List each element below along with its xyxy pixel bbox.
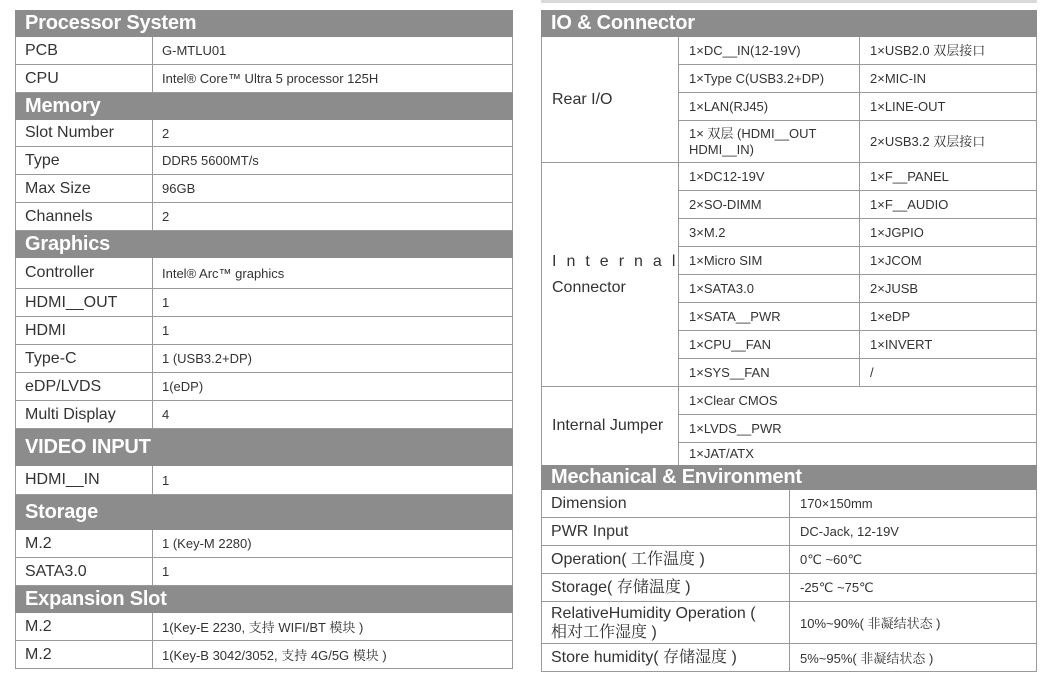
spec-row bbox=[15, 345, 513, 373]
spec-row bbox=[15, 373, 513, 401]
spec-row bbox=[15, 641, 513, 669]
spec-key: Storage( 存储温度 ) bbox=[542, 574, 790, 601]
section-header-expansion: Expansion Slot bbox=[15, 586, 513, 613]
spec-key: Store humidity( 存储湿度 ) bbox=[542, 644, 790, 671]
spec-value: 1(Key-E 2230, 支持 WIFI/BT 模块 ) bbox=[162, 620, 364, 635]
section-header-video-input: VIDEO INPUT bbox=[15, 429, 513, 466]
io-cell: 1×F__AUDIO bbox=[860, 191, 1036, 219]
top-decor-bar bbox=[541, 0, 1037, 3]
spec-key: CPU bbox=[16, 65, 153, 92]
spec-value: 170×150mm bbox=[800, 496, 873, 511]
section-header-io: IO & Connector bbox=[541, 10, 1037, 37]
io-cell: 1×JAT/ATX bbox=[689, 446, 754, 461]
spec-value: 2 bbox=[162, 125, 170, 141]
section-header-graphics: Graphics bbox=[15, 231, 513, 258]
spec-value: 1 bbox=[162, 295, 170, 310]
spec-row bbox=[541, 490, 1037, 518]
spec-key: Slot Number bbox=[16, 120, 153, 146]
internal-connector-label bbox=[542, 163, 686, 387]
spec-row bbox=[15, 37, 513, 65]
rear-io-label: Rear I/O bbox=[542, 37, 679, 163]
spec-value: 1 bbox=[162, 564, 170, 579]
io-cell: 1×Clear CMOS bbox=[679, 387, 1036, 415]
io-cell: 1×eDP bbox=[860, 303, 1036, 331]
spec-row bbox=[15, 317, 513, 345]
spec-key: HDMI__OUT bbox=[16, 289, 153, 316]
spec-key: M.2 bbox=[16, 613, 153, 640]
internal-label-line-2: Connector bbox=[552, 278, 626, 296]
io-cell: 1×USB2.0 双层接口 bbox=[860, 37, 1036, 65]
spec-row bbox=[15, 203, 513, 231]
io-cell: 1×SATA3.0 bbox=[679, 275, 860, 303]
io-cell: 1×Type C(USB3.2+DP) bbox=[679, 65, 860, 93]
spec-row bbox=[15, 120, 513, 147]
spec-row bbox=[15, 401, 513, 429]
io-cell: 1×INVERT bbox=[860, 331, 1036, 359]
internal-jumper-label: Internal Jumper bbox=[542, 387, 679, 465]
spec-row bbox=[541, 644, 1037, 672]
spec-row bbox=[15, 289, 513, 317]
io-cell: 2×MIC-IN bbox=[860, 65, 1036, 93]
io-cell: / bbox=[860, 359, 1036, 387]
io-cell: 1×LAN(RJ45) bbox=[679, 93, 860, 121]
spec-row bbox=[541, 574, 1037, 602]
io-cell: 1×JGPIO bbox=[860, 219, 1036, 247]
spec-value: G-MTLU01 bbox=[162, 43, 227, 58]
io-cell: 2×JUSB bbox=[860, 275, 1036, 303]
spec-row bbox=[15, 65, 513, 93]
spec-key: Channels bbox=[16, 203, 153, 230]
spec-row bbox=[15, 466, 513, 495]
spec-row bbox=[15, 613, 513, 641]
spec-key: Operation( 工作温度 ) bbox=[542, 546, 790, 573]
io-cell: 1×SYS__FAN bbox=[679, 359, 860, 387]
section-header-memory: Memory bbox=[15, 93, 513, 120]
io-cell: 1×JCOM bbox=[860, 247, 1036, 275]
io-connector-grid bbox=[541, 37, 1037, 465]
spec-value: Intel® Core™ Ultra 5 processor 125H bbox=[162, 71, 379, 86]
spec-key: Type bbox=[16, 147, 153, 174]
io-cell: 1×SATA__PWR bbox=[679, 303, 860, 331]
spec-key: HDMI bbox=[16, 317, 153, 344]
io-cell: 1× 双层 (HDMI__OUT HDMI__IN) bbox=[679, 121, 860, 163]
spec-value: DC-Jack, 12-19V bbox=[800, 524, 899, 539]
spec-row bbox=[541, 602, 1037, 644]
spec-value: 1 bbox=[162, 323, 170, 338]
spec-value: 5%~95%( 非凝结状态 ) bbox=[800, 651, 934, 666]
io-cell: 2×SO-DIMM bbox=[679, 191, 860, 219]
spec-value: 4 bbox=[162, 407, 170, 422]
io-cell: 2×USB3.2 双层接口 bbox=[860, 121, 1036, 163]
io-cell: 1×DC12-19V bbox=[679, 163, 860, 191]
io-cell: 1×DC__IN(12-19V) bbox=[679, 37, 860, 65]
io-cell: 1×LINE-OUT bbox=[860, 93, 1036, 121]
spec-key: SATA3.0 bbox=[16, 558, 153, 585]
internal-label-line-1: Internal bbox=[552, 252, 686, 270]
io-cell: 1×Micro SIM bbox=[679, 247, 860, 275]
spec-key: Controller bbox=[16, 258, 153, 288]
spec-row bbox=[15, 175, 513, 203]
spec-value: 1 (Key-M 2280) bbox=[162, 536, 252, 551]
spec-key: PWR Input bbox=[542, 518, 790, 545]
left-spec-panel bbox=[15, 10, 513, 669]
section-header-mechanical: Mechanical & Environment bbox=[541, 465, 1037, 490]
spec-value: 1(Key-B 3042/3052, 支持 4G/5G 模块 ) bbox=[162, 648, 387, 663]
section-header-storage: Storage bbox=[15, 495, 513, 530]
spec-value: 1(eDP) bbox=[162, 379, 204, 394]
spec-key: eDP/LVDS bbox=[16, 373, 153, 400]
spec-row bbox=[15, 530, 513, 558]
spec-key: Type-C bbox=[16, 345, 153, 372]
spec-value: 1 (USB3.2+DP) bbox=[162, 351, 252, 366]
spec-key: Dimension bbox=[542, 490, 790, 517]
spec-value: 0℃ ~60℃ bbox=[800, 551, 863, 567]
section-header-processor: Processor System bbox=[15, 10, 513, 37]
spec-value: -25℃ ~75℃ bbox=[800, 579, 874, 595]
spec-value: 96GB bbox=[162, 181, 196, 196]
spec-key: Max Size bbox=[16, 175, 153, 202]
spec-row bbox=[15, 558, 513, 586]
spec-key: PCB bbox=[16, 37, 153, 64]
right-spec-panel bbox=[541, 10, 1037, 672]
io-cell: 3×M.2 bbox=[679, 219, 860, 247]
spec-value: Intel® Arc™ graphics bbox=[162, 265, 285, 281]
spec-row bbox=[541, 518, 1037, 546]
spec-value: 2 bbox=[162, 209, 170, 224]
spec-key: M.2 bbox=[16, 530, 153, 557]
spec-row bbox=[15, 258, 513, 289]
io-cell: 1×LVDS__PWR bbox=[679, 415, 1036, 443]
io-cell: 1×CPU__FAN bbox=[679, 331, 860, 359]
spec-row bbox=[541, 546, 1037, 574]
io-cell: 1×F__PANEL bbox=[860, 163, 1036, 191]
spec-value: 1 bbox=[162, 472, 170, 488]
spec-key: Multi Display bbox=[16, 401, 153, 428]
spec-value: DDR5 5600MT/s bbox=[162, 153, 259, 168]
spec-value: 10%~90%( 非凝结状态 ) bbox=[800, 616, 941, 631]
spec-key: RelativeHumidity Operation ( 相对工作湿度 ) bbox=[542, 602, 790, 643]
spec-row bbox=[15, 147, 513, 175]
spec-key: HDMI__IN bbox=[16, 466, 153, 494]
spec-key: M.2 bbox=[16, 641, 153, 668]
